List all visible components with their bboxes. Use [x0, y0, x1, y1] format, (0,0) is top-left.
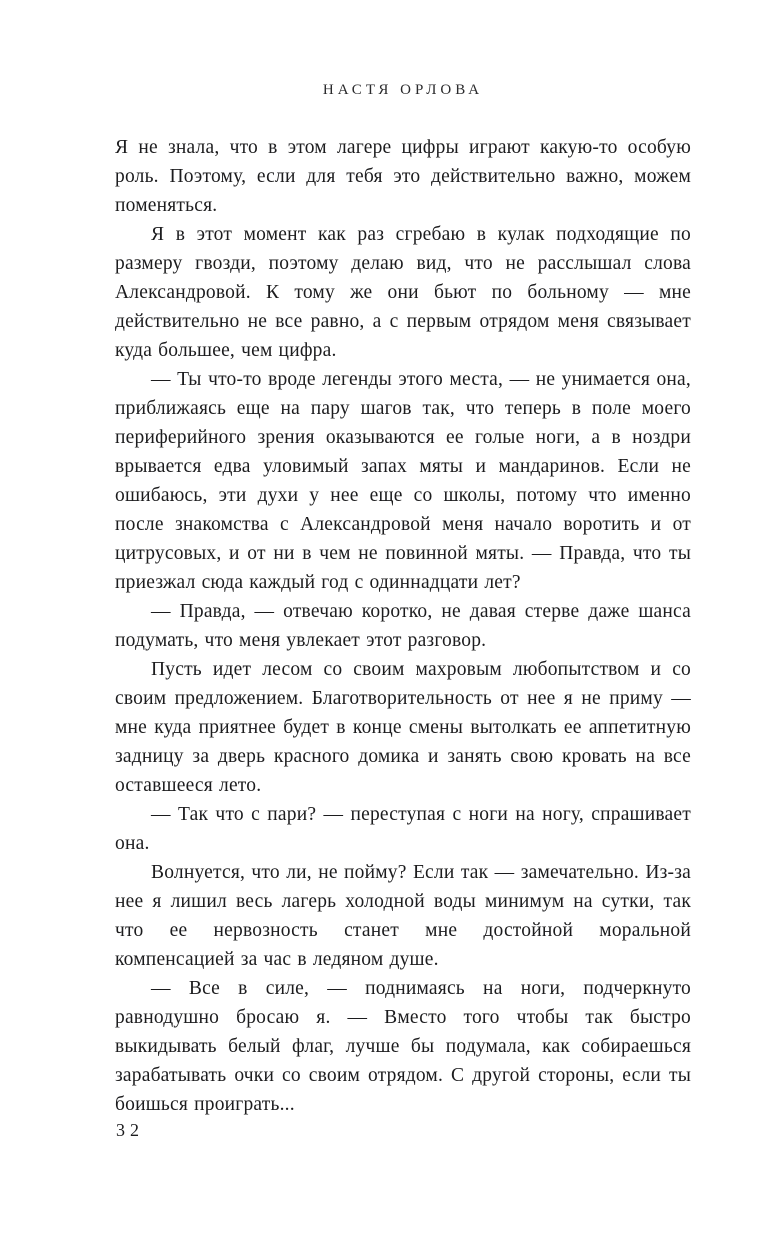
text-block	[115, 133, 691, 1119]
paragraph: Я в этот момент как раз сгребаю в кулак подходящие по размеру гвозди, поэтому делаю вид, что не расслышал слова Александровой. К тому же они бьют по больному — мне действительно не все равно, а с первым отрядом меня связывает куда большее, чем цифра.	[115, 224, 691, 361]
paragraph: Волнуется, что ли, не пойму? Если так — замечательно. Из-за нее я лишил весь лагерь холодной воды минимум на сутки, так что ее нервозность станет мне достойной моральной компенсацией за час в ледяном душе.	[115, 862, 691, 970]
paragraph: Пусть идет лесом со своим махровым любопытством и со своим предложением. Благотворительность от нее я не приму — мне куда приятнее будет в конце смены вытолкать ее аппетитную задницу за дверь красного домика и занять свою кровать на все оставшееся лето.	[115, 659, 691, 796]
paragraph: — Все в силе, — поднимаясь на ноги, подчеркнуто равнодушно бросаю я. — Вместо того чтобы так быстро выкидывать белый флаг, лучше бы подумала, как собираешься зарабатывать очки со своим отрядом. С другой стороны, если ты боишься проиграть...	[115, 978, 691, 1115]
paragraph: Я не знала, что в этом лагере цифры играют какую-то особую роль. Поэтому, если для тебя это действительно важно, можем поменяться.	[115, 137, 691, 216]
page-number: 32	[116, 1120, 144, 1140]
running-header: НАСТЯ ОРЛОВА	[322, 82, 484, 98]
paragraph: — Так что с пари? — переступая с ноги на ногу, спрашивает она.	[115, 804, 691, 854]
paragraph: — Правда, — отвечаю коротко, не давая стерве даже шанса подумать, что меня увлекает этот разговор.	[115, 601, 691, 651]
paragraph: — Ты что-то вроде легенды этого места, — не унимается она, приближаясь еще на пару шагов так, что теперь в поле моего периферийного зрения оказываются ее голые ноги, а в ноздри врывается едва уловимый запах мяты и мандаринов. Если не ошибаюсь, эти духи у нее еще со школы, потому что именно после знакомства с Александровой меня начало воротить и от цитрусовых, и от ни в чем не повинной мяты. — Правда, что ты приезжал сюда каждый год с одиннадцати лет?	[115, 369, 691, 593]
